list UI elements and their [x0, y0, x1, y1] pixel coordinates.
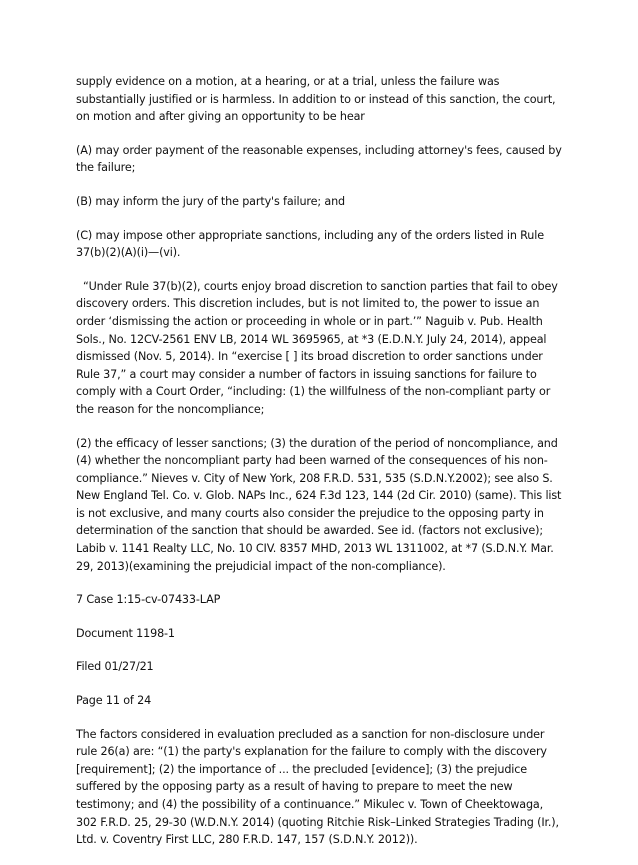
paragraph-rule-26a-factors: The factors considered in evaluation precluded as a sanction for non-disclosure under rule 26(a) are: “(1) the party's explanation for the failure to comply with the discovery [requirement]; (2) the importance of ... the precluded [evidence]; (3) the prejudice suffered by the opposing party as a result of having to prepare to meet the new testimony; and (4) the possibility of a continuance.” Mikulec v. Town of Cheektowaga, 302 F.R.D. 25, 29-30 (W.D.N.Y. 2014) (quoting Ritchie Risk–Linked Strategies Trading (Ir.), Ltd. v. Coventry First LLC, 280 F.R.D. 147, 157 (S.D.N.Y. 2012)). [76, 727, 559, 847]
paragraph-item-a: (A) may order payment of the reasonable expenses, including attorney's fees, caused by the failure; [76, 143, 562, 175]
case-number-line: 7 Case 1:15-cv-07433-LAP [76, 593, 221, 607]
paragraph-factors-list: (2) the efficacy of lesser sanctions; (3) the duration of the period of noncompliance, and (4) whether the noncompliant party had been warned of the consequences of his non-compliance.” Nieves v. City of New York, 208 F.R.D. 531, 535 (S.D.N.Y.2002); see also S. New England Tel. Co. v. Glob. NAPs Inc., 624 F.3d 123, 144 (2d Cir. 2010) (same). This list is not exclusive, and many courts also consider the prejudice to the opposing party in determination of the sanction that should be awarded. See id. (factors not exclusive); Labib v. 1141 Realty LLC, No. 10 CIV. 8357 MHD, 2013 WL 1311002, at *7 (S.D.N.Y. Mar. 29, 2013)(examining the prejudicial impact of the non-compliance). [76, 436, 562, 573]
document-page [76, 73, 566, 865]
paragraph-item-b: (B) may inform the jury of the party's failure; and [76, 194, 345, 208]
paragraph-item-c: (C) may impose other appropriate sanctions, including any of the orders listed in Rule 37(b)(2)(A)(i)—(vi). [76, 228, 544, 260]
document-number-line: Document 1198-1 [76, 626, 175, 640]
paragraph-sanction-continuation: supply evidence on a motion, at a hearing, or at a trial, unless the failure was substantially justified or is harmless. In addition to or instead of this sanction, the court, on motion and after giving an opportunity to be hear [76, 75, 556, 124]
paragraph-rule-37-discretion: “Under Rule 37(b)(2), courts enjoy broad discretion to sanction parties that fail to obey discovery orders. This discretion includes, but is not limited to, the power to issue an order ‘dismissing the action or proceeding in whole or in part.’” Naguib v. Pub. Health Sols., No. 12CV-2561 ENV LB, 2014 WL 3695965, at *3 (E.D.N.Y. July 24, 2014), appeal dismissed (Nov. 5, 2014). In “exercise [ ] its broad discretion to order sanctions under Rule 37,” a court may consider a number of factors in issuing sanctions for failure to comply with a Court Order, “including: (1) the willfulness of the non-compliant party or the reason for the noncompliance; [76, 279, 558, 416]
filed-date-line: Filed 01/27/21 [76, 660, 154, 674]
page-number-line: Page 11 of 24 [76, 694, 152, 708]
